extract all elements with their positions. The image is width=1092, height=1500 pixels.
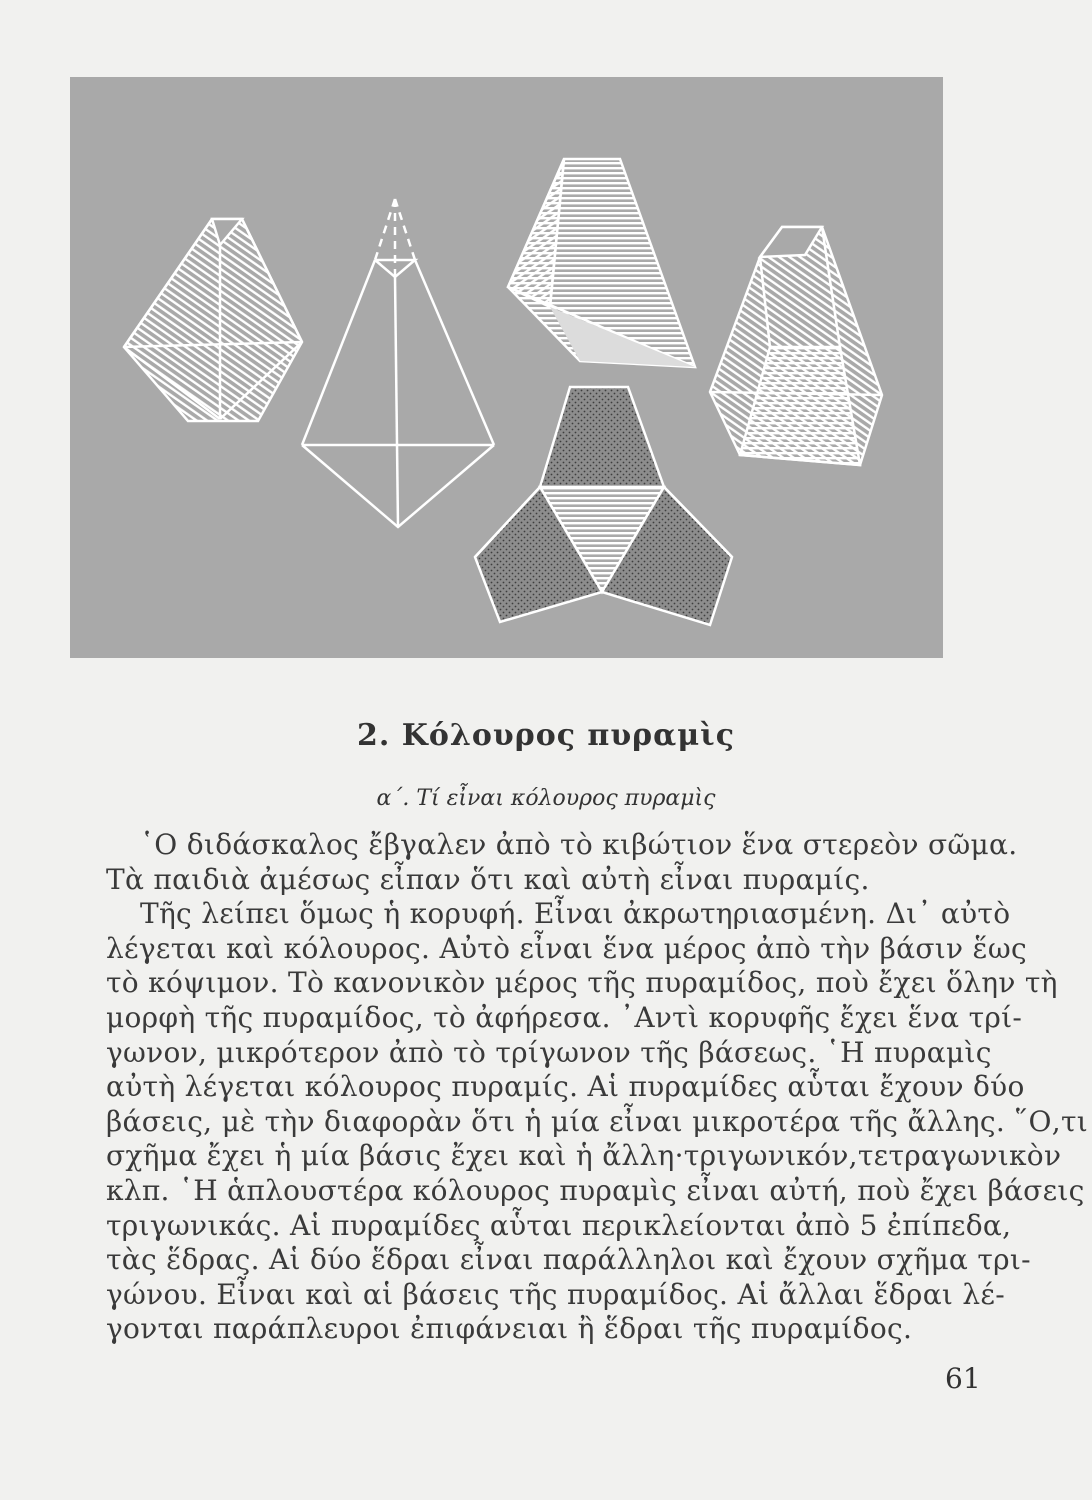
text-line: βάσεις, μὲ τὴν διαφορὰν ὅτι ἡ μία εἶναι μικροτέρα τῆς ἄλλης. ῞Ο,τι [106, 1104, 1089, 1138]
text-line: γωνον, μικρότερον ἀπὸ τὸ τρίγωνον τῆς βάσεως. ῾Η πυραμὶς [106, 1035, 992, 1069]
text-line: μορφὴ τῆς πυραμίδος, τὸ ἀφήρεσα. ᾿Αντὶ κορυφῆς ἔχει ἕνα τρί- [106, 1000, 1023, 1034]
page-number: 61 [945, 1362, 981, 1395]
text-line: λέγεται καὶ κόλουρος. Αὐτὸ εἶναι ἕνα μέρος ἀπὸ τὴν βάσιν ἕως [106, 931, 1027, 965]
text-line: τὸ κόψιμον. Τὸ κανονικὸν μέρος τῆς πυραμίδος, ποὺ ἔχει ὅλην τὴ [106, 966, 1058, 1000]
text-line: Τὰ παιδιὰ ἀμέσως εἶπαν ὅτι καὶ αὐτὴ εἶναι πυραμίς. [106, 862, 870, 896]
text-line: γώνου. Εἶναι καὶ αἱ βάσεις τῆς πυραμίδος. Αἱ ἄλλαι ἕδραι λέ- [106, 1277, 1005, 1311]
section-title: 2. Κόλουρος πυραμὶς [357, 718, 735, 753]
text-line: αὐτὴ λέγεται κόλουρος πυραμίς. Αἱ πυραμίδες αὗται ἔχουν δύο [106, 1070, 1025, 1104]
frustum-net-shape [475, 387, 732, 625]
text-line: κλπ. ῾Η ἁπλουστέρα κόλουρος πυραμὶς εἶναι αὐτή, ποὺ ἔχει βάσεις [106, 1173, 1085, 1207]
square-frustum-shape [124, 219, 302, 421]
pyramids-illustration-icon [70, 77, 943, 658]
text-line: τριγωνικάς. Αἱ πυραμίδες αὗται περικλείονται ἀπὸ 5 ἐπίπεδα, [106, 1208, 1012, 1242]
text-line: Τῆς λείπει ὅμως ἡ κορυφή. Εἶναι ἀκρωτηριασμένη. Δι᾿ αὐτὸ [140, 897, 1011, 931]
text-line: τὰς ἕδρας. Αἱ δύο ἕδραι εἶναι παράλληλοι καὶ ἔχουν σχῆμα τρι- [106, 1243, 1031, 1277]
section-subtitle: α΄. Τί εἶναι κόλουρος πυραμὶς [376, 786, 716, 811]
hexagonal-frustum-shape [710, 227, 882, 465]
text-line: γονται παράπλευροι ἐπιφάνειαι ἢ ἕδραι τῆς πυραμίδος. [106, 1312, 913, 1346]
text-line: ῾Ο διδάσκαλος ἔβγαλεν ἀπὸ τὸ κιβώτιον ἕνα στερεὸν σῶμα. [140, 828, 1018, 861]
wireframe-pyramid-shape [302, 199, 494, 527]
text-line: σχῆμα ἔχει ἡ μία βάσις ἔχει καὶ ἡ ἄλλη·τριγωνικόν,τετραγωνικὸν [106, 1139, 1062, 1173]
hatched-frustum-shape [508, 159, 695, 367]
body-paragraph [106, 828, 1089, 1347]
pyramids-illustration [70, 77, 943, 658]
